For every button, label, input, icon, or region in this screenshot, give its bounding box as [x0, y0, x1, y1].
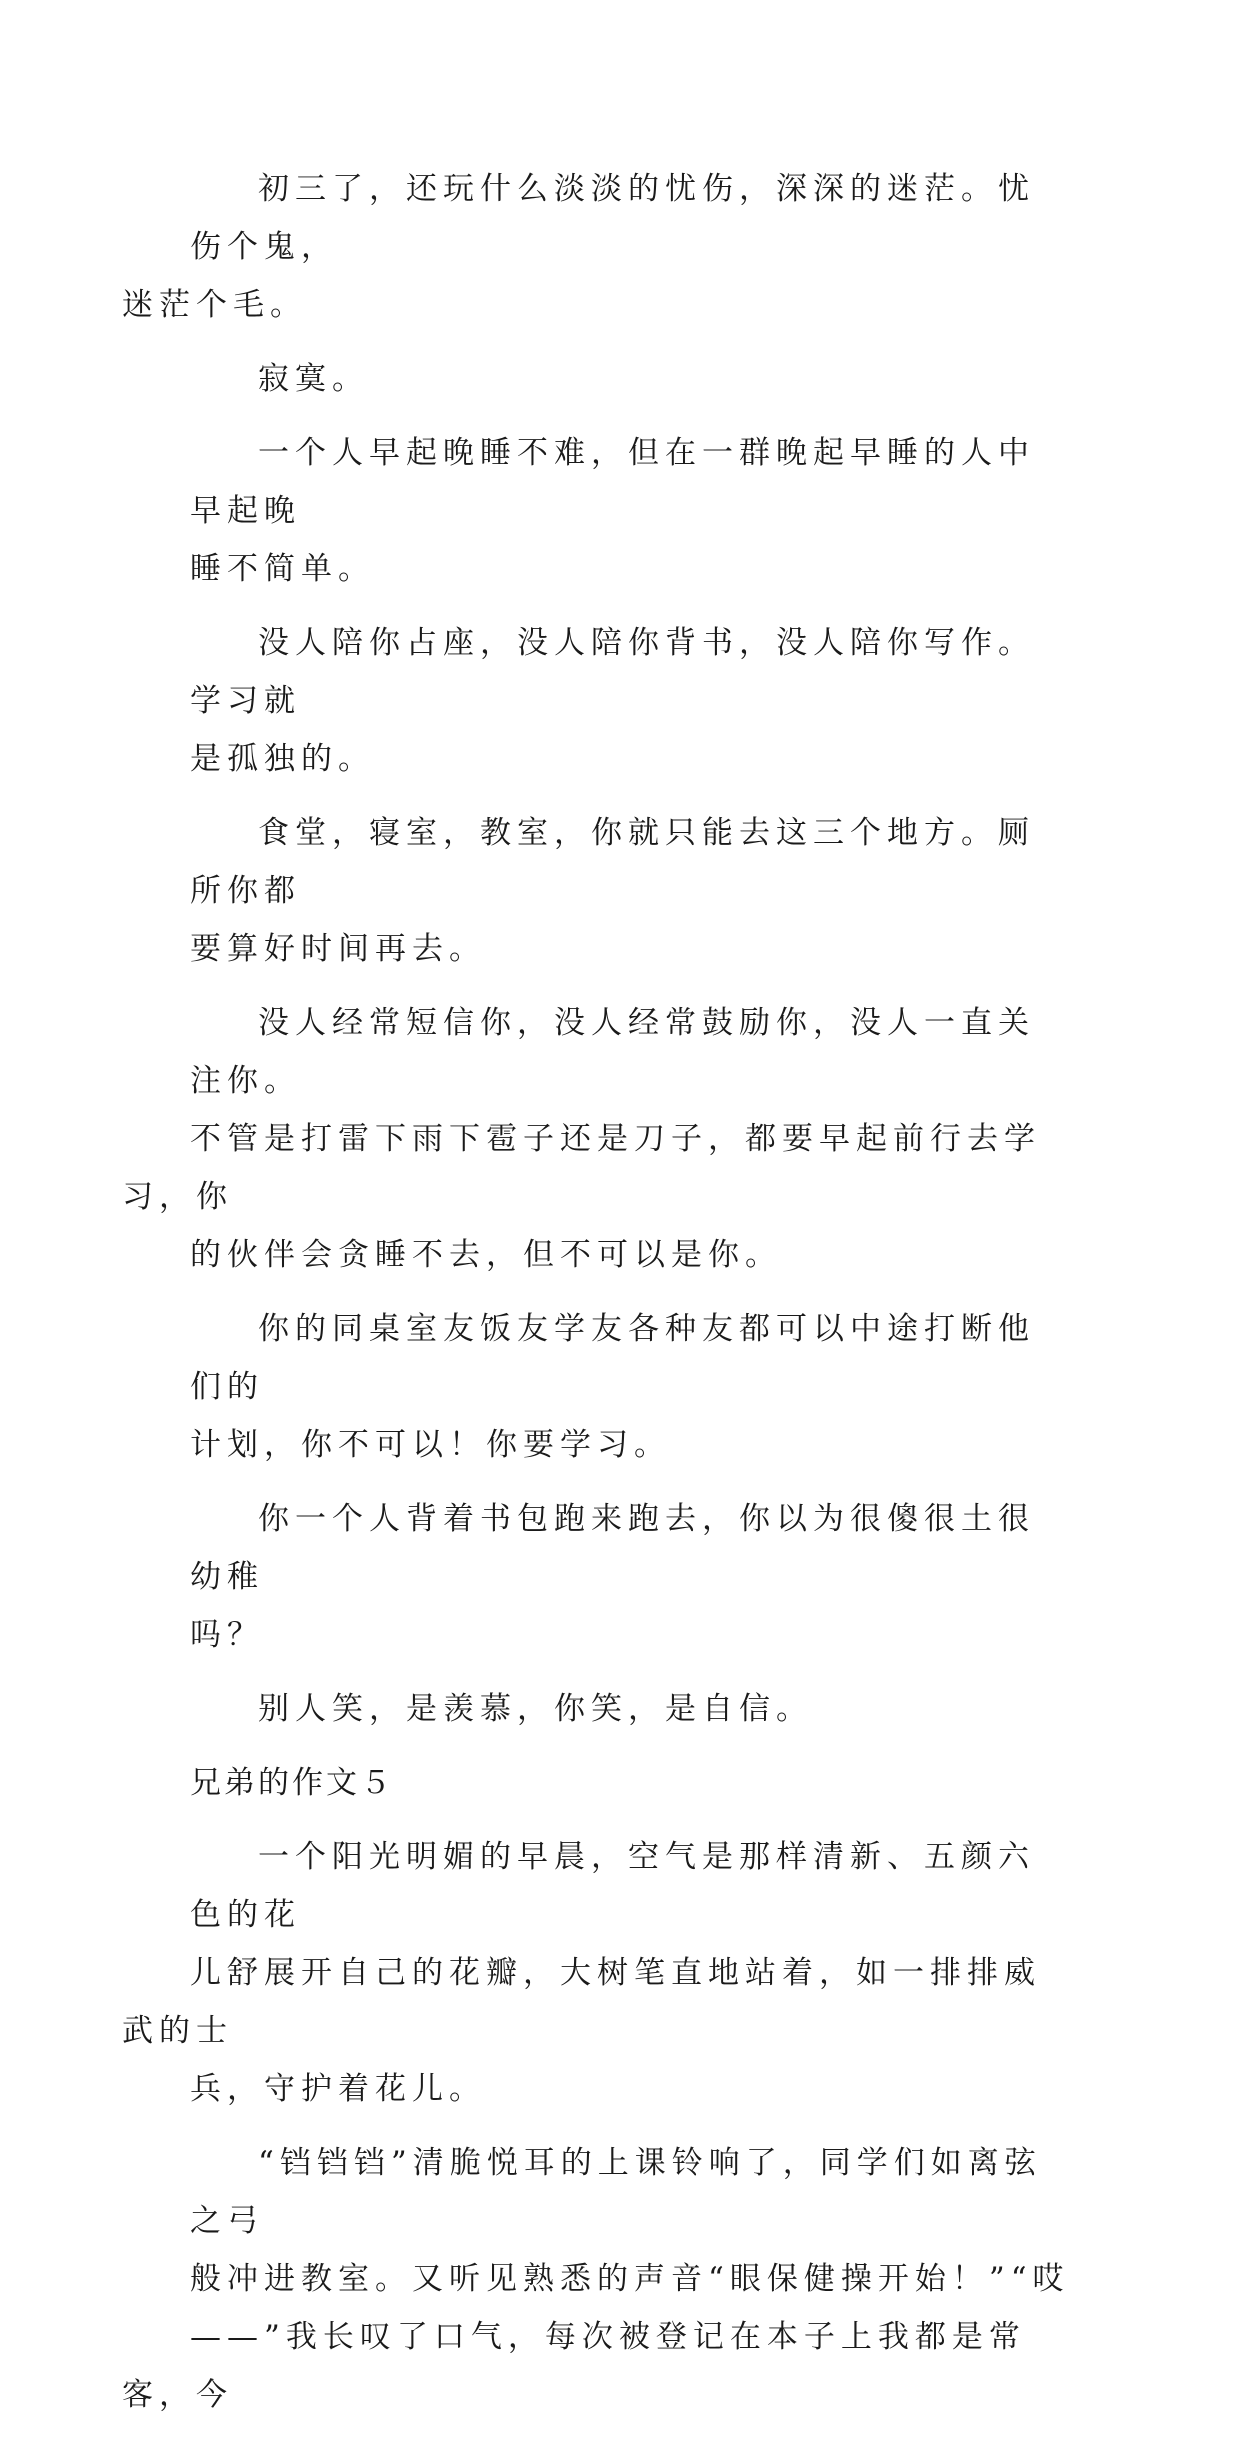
text-line: 般冲进教室。又听见熟悉的声音“眼保健操开始！”“哎 — [190, 2261, 1070, 2297]
text-line: 睡不简单。 — [190, 551, 375, 587]
text-line: 寂寞。 — [258, 361, 369, 397]
text-line: 初三了，还玩什么淡淡的忧伤，深深的迷茫。忧伤个鬼， — [190, 171, 1035, 265]
paragraph — [122, 2134, 1070, 2424]
paragraph — [190, 1300, 1070, 1474]
text-line: 兵，守护着花儿。 — [190, 2071, 486, 2107]
text-line: 吗？ — [190, 1617, 264, 1653]
text-line: 的伙伴会贪睡不去，但不可以是你。 — [190, 1237, 782, 1273]
text-line: 食堂，寝室，教室，你就只能去这三个地方。厕所你都 — [190, 815, 1035, 909]
paragraph — [190, 1680, 1070, 1738]
text-line: ——”我长叹了口气，每次被登记在本子上我都是常客，今 — [122, 2319, 1026, 2413]
text-line: 不管是打雷下雨下雹子还是刀子，都要早起前行去学习，你 — [122, 1121, 1041, 1215]
text-line: 儿舒展开自己的花瓣，大树笔直地站着，如一排排威武的士 — [122, 1955, 1041, 2049]
document-body — [122, 160, 1070, 2440]
section-heading: 兄弟的作文５ — [190, 1765, 394, 1801]
text-line: 迷茫个毛。 — [122, 287, 307, 323]
text-line: 一个阳光明媚的早晨，空气是那样清新、五颜六色的花 — [190, 1839, 1035, 1933]
text-line: “铛铛铛”清脆悦耳的上课铃响了，同学们如离弦之弓 — [190, 2145, 1042, 2239]
text-line: 没人陪你占座，没人陪你背书，没人陪你写作。学习就 — [190, 625, 1035, 719]
text-line: 你的同桌室友饭友学友各种友都可以中途打断他们的 — [190, 1311, 1035, 1405]
paragraph — [190, 424, 1070, 598]
paragraph — [122, 160, 1070, 334]
text-line: 要算好时间再去。 — [190, 931, 486, 967]
text-line: 是孤独的。 — [190, 741, 375, 777]
text-line: 你一个人背着书包跑来跑去，你以为很傻很土很幼稚 — [190, 1501, 1035, 1595]
paragraph — [122, 1828, 1070, 2118]
paragraph — [190, 1490, 1070, 1664]
text-line: 没人经常短信你，没人经常鼓励你，没人一直关注你。 — [190, 1005, 1035, 1099]
paragraph — [122, 994, 1070, 1284]
text-line: 一个人早起晚睡不难，但在一群晚起早睡的人中早起晚 — [190, 435, 1035, 529]
paragraph — [190, 614, 1070, 788]
text-line: 计划，你不可以！你要学习。 — [190, 1427, 671, 1463]
text-line: 别人笑，是羡慕，你笑，是自信。 — [258, 1691, 813, 1727]
paragraph — [190, 804, 1070, 978]
paragraph — [190, 350, 1070, 408]
